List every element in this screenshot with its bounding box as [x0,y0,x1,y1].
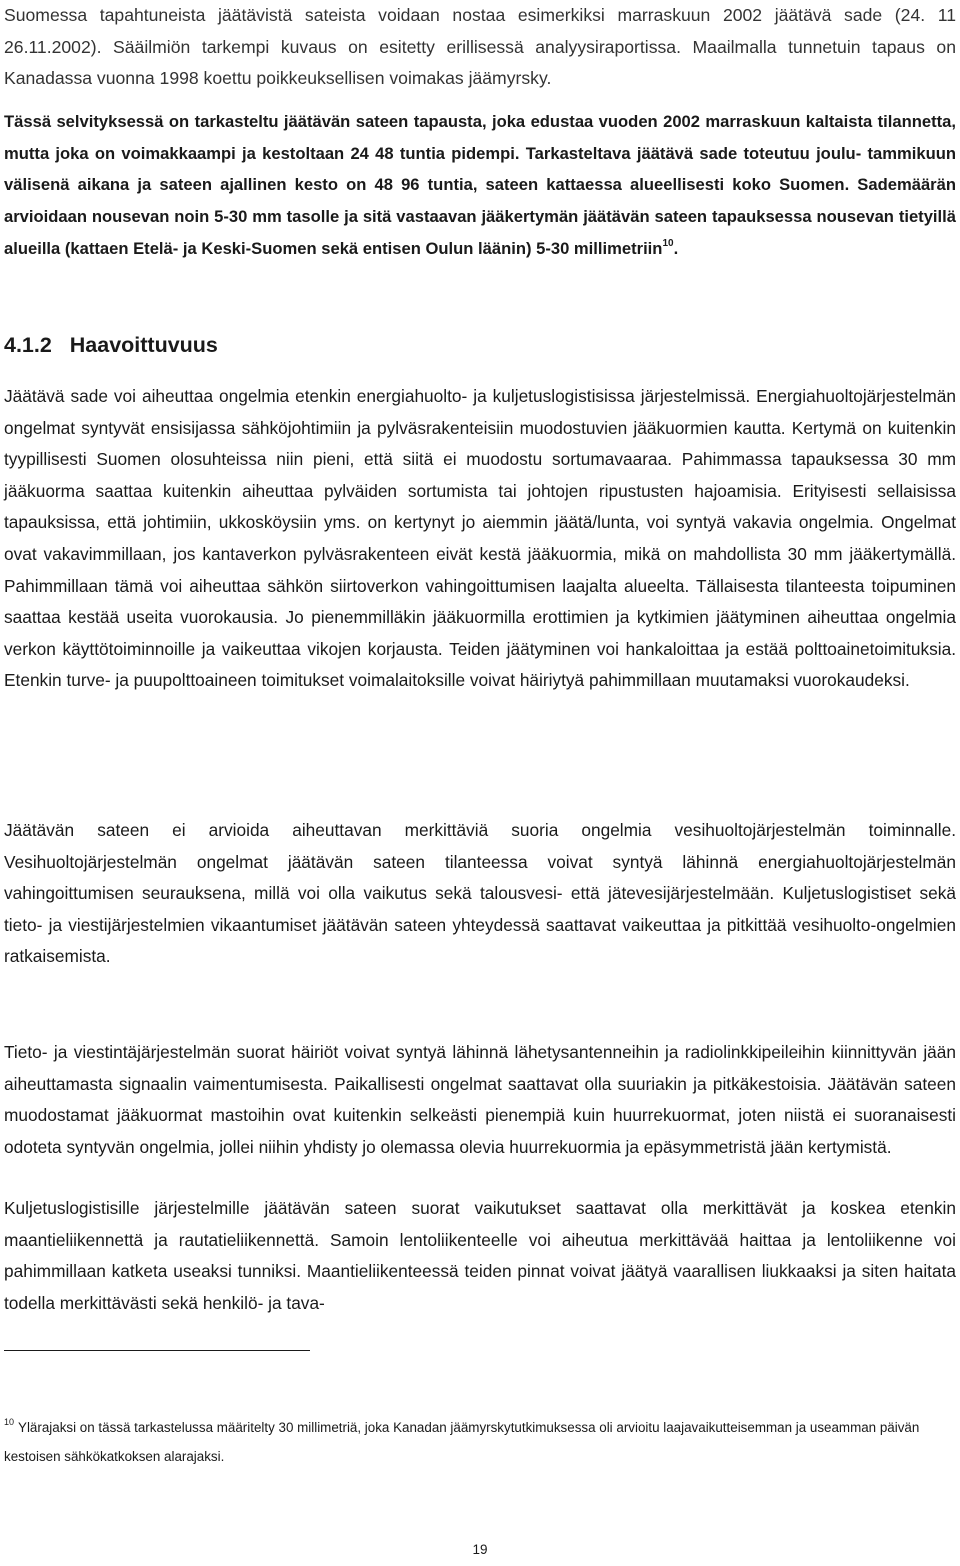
section-title: Haavoittuvuus [69,333,218,357]
paragraph-energy: Jäätävä sade voi aiheuttaa ongelmia etenkin energiahuolto- ja kuljetuslogistisissa järjestelmissä. Energiahuoltojärjestelmän ongelmat syntyvät ensisijassa sähköjohtimiin ja pylväsrakenteisiin muodostuvien jääkuormien kautta. Kertymä on kuitenkin tyypillisesti Suomen olosuhteissa niin pieni, että siitä ei muodostu sortumavaaraa. Pahimmassa tapauksessa 30 mm jääkuorma saattaa kuitenkin aiheuttaa pylväiden sortumista tai johtojen ripustusten hajoamisia. Erityisesti sellaisissa tapauksissa, että johtimiin, ukkosköysiin yms. on kertynyt jo aiemmin jäätä/lunta, voi syntyä vakavia ongelmia. Ongelmat ovat vakavimmillaan, jos kantaverkon pylväsrakenteen eivät kestä jääkuormia, mikä on mahdollista 30 mm jääkertymällä. Pahimmillaan tämä voi aiheuttaa sähkön siirtoverkon vahingoittumisen laajalta alueelta. Tällaisesta tilanteesta toipuminen saattaa kestää useita vuorokausia. Jo pienemmilläkin jääkuormilla erottimien ja kytkimien jäätyminen aiheuttaa ongelmia verkon käyttötoiminnoille ja vaikeuttaa vikojen korjausta. Teiden jäätyminen voi hankaloittaa ja estää polttoainetoimituksia. Etenkin turve- ja puupolttoaineen toimitukset voimalaitoksille voivat häiriytyä pahimmillaan muutamaksi vuorokaudeksi. [4,386,956,691]
footnote [4,1414,948,1471]
footnote-divider [4,1350,310,1351]
paragraph-water: Jäätävän sateen ei arvioida aiheuttavan merkittäviä suoria ongelmia vesihuoltojärjestelmän toiminnalle. Vesihuoltojärjestelmän ongelmat jäätävän sateen tilanteessa voivat syntyä lähinnä energiahuoltojärjestelmän vahingoittumisen seurauksena, millä voi olla vaikutus sekä talousvesi- että jätevesijärjestelmään. Kuljetuslogistiset sekä tieto- ja viestijärjestelmien vikaantumiset jäätävän sateen yhteydessä saattavat vaikeuttaa ja pitkittää vesihuolto-ongelmien ratkaisemista. [4,820,956,967]
section-heading [4,330,218,360]
scenario-text: Tässä selvityksessä on tarkasteltu jäätävän sateen tapausta, joka edustaa vuoden 2002 marraskuun kaltaista tilannetta, mutta joka on voimakkaampi ja kestoltaan 24 48 tuntia pidempi. Tarkasteltava jäätävä sade toteutuu joulu- tammikuun välisenä aikana ja sateen ajallinen kesto on 48 96 tuntia, sateen kattaessa alueellisesti koko Suomen. Sademäärän arvioidaan nousevan noin 5-30 mm tasolle ja sitä vastaavan jääkertymän jäätävän sateen tapauksessa nousevan tietyillä alueilla (kattaen Etelä- ja Keski-Suomen sekä entisen Oulun läänin) 5-30 millimetriin [4,112,956,258]
footnote-reference[interactable]: 10 [662,238,674,250]
footnote-mark: 10 [4,1417,15,1427]
scenario-end: . [673,238,679,258]
section-number: 4.1.2 [4,333,52,357]
intro-paragraph: Suomessa tapahtuneista jäätävistä sateista voidaan nostaa esimerkiksi marraskuun 2002 jäätävä sade (24. 11 26.11.2002). Sääilmiön tarkempi kuvaus on esitetty erillisessä analyysiraportissa. Maailmalla tunnetuin tapaus on Kanadassa vuonna 1998 koettu poikkeuksellisen voimakas jäämyrsky. [4,5,956,88]
paragraph-telecom: Tieto- ja viestintäjärjestelmän suorat häiriöt voivat syntyä lähinnä lähetysantenneihin ja radiolinkkipeileihin kiinnittyvän jään aiheuttamasta signaalin vaimentumisesta. Paikallisesti ongelmat saattavat olla suuriakin ja pitkäkestoisia. Jäätävän sateen muodostamat jääkuormat mastoihin ovat kuitenkin selkeästi pienempiä kuin huurrekuormat, joten niistä ei suoranaisesti odoteta syntyvän ongelmia, jollei niihin yhdisty jo olemassa olevia huurrekuormia ja epäsymmetristä jään kertymistä. [4,1042,956,1157]
footnote-text: Ylärajaksi on tässä tarkastelussa määritelty 30 millimetriä, joka Kanadan jäämyrskytutkimuksessa oli arvioitu laajavaikutteisemman ja useamman päivän kestoisen sähkökatkoksen alarajaksi. [4,1420,920,1464]
page-number: 19 [472,1542,488,1557]
scenario-paragraph [4,106,956,265]
paragraph-transport: Kuljetuslogistisille järjestelmille jäätävän sateen suorat vaikutukset saattavat olla merkittävät ja koskea etenkin maantieliikennettä ja rautatieliikennettä. Samoin lentoliikenteelle voi aiheutua merkittävää haittaa ja lentoliikenne voi pahimmillaan katketa useaksi tunniksi. Maantieliikenteessä teiden pinnat voivat jäätyä vaarallisen liukkaaksi ja siten haitata todella merkittävästi sekä henkilö- ja tava- [4,1198,956,1313]
